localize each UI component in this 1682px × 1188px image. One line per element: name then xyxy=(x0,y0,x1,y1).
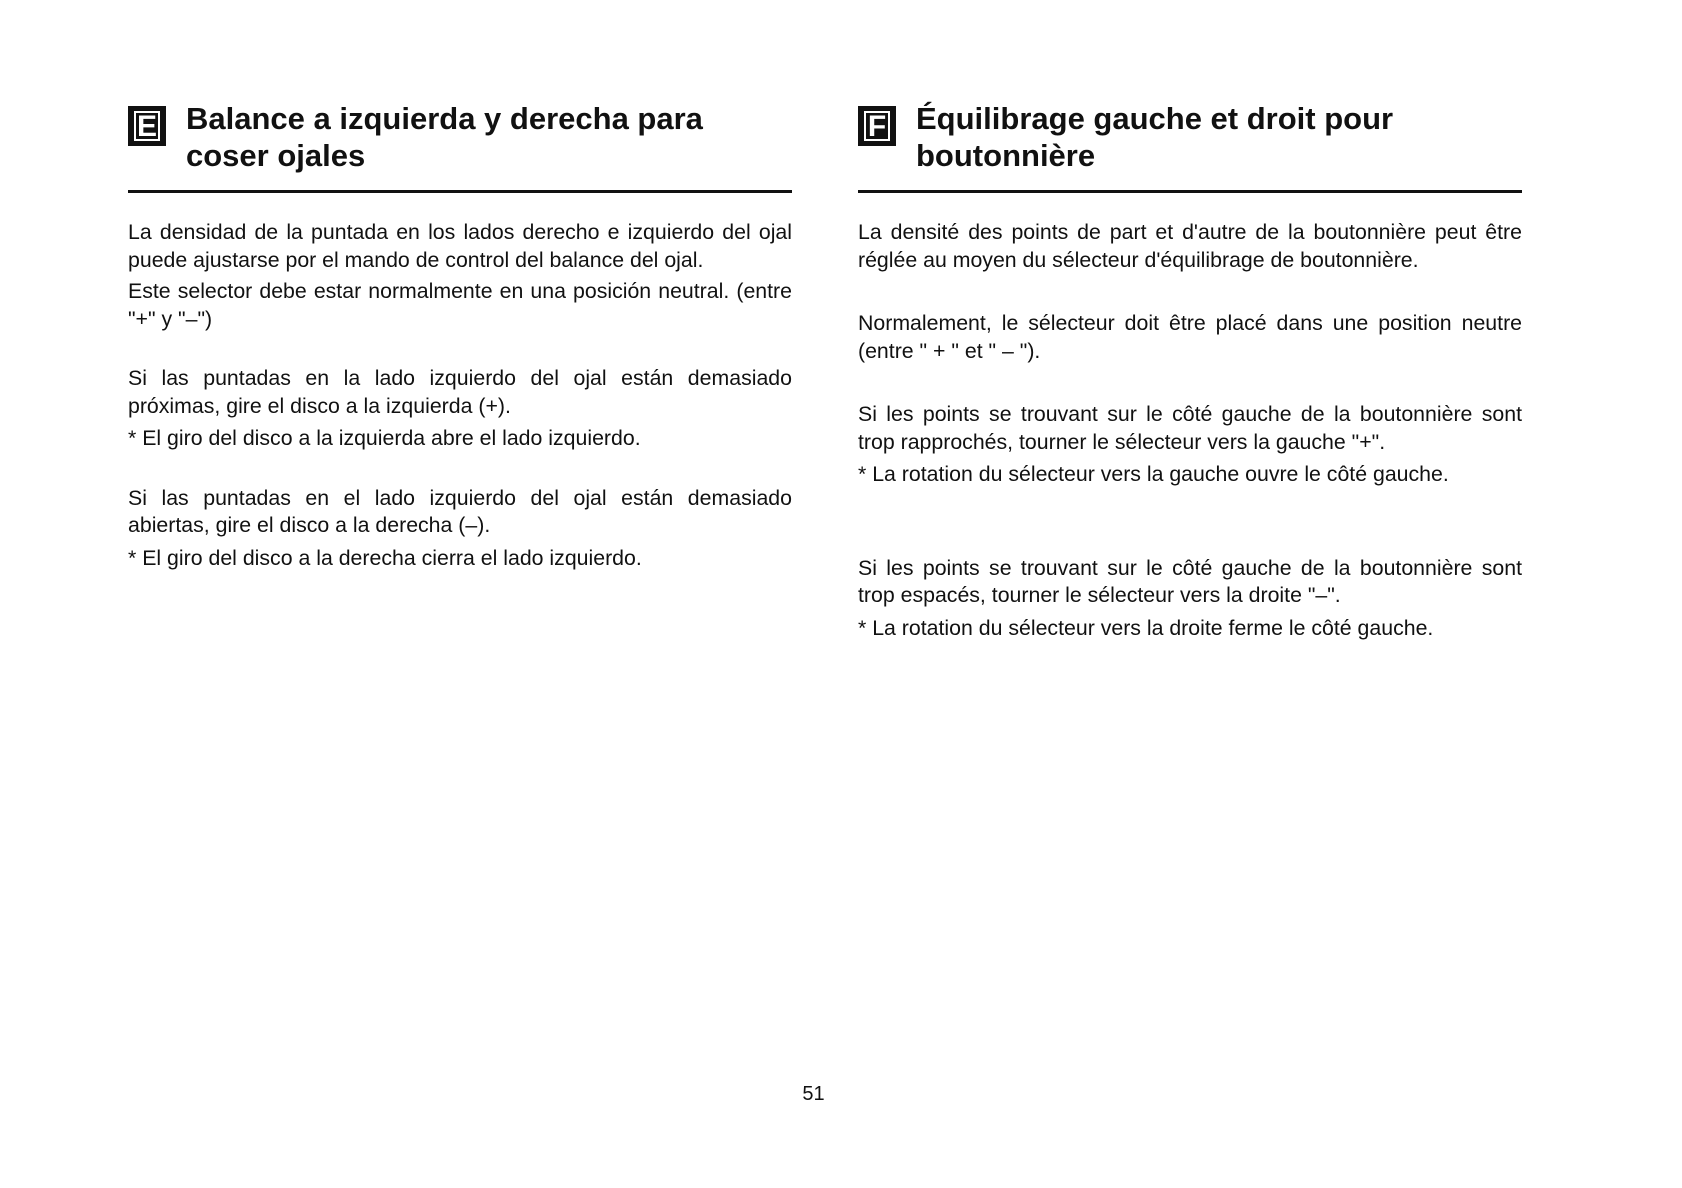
section-badge-e xyxy=(128,106,166,146)
paragraph-neutral: Normalement, le sélecteur doit être placé dans une position neutre (entre " + " et " – "). xyxy=(858,311,1522,363)
title-line-2: boutonnière xyxy=(916,138,1096,173)
paragraph-neutral: Este selector debe estar normalmente en una posición neutral. (entre "+" y "–") xyxy=(128,279,792,331)
section-header-e xyxy=(128,98,792,193)
note-open-left: * El giro del disco a la izquierda abre el lado izquierdo. xyxy=(128,426,641,450)
title-line-2: coser ojales xyxy=(186,138,366,173)
title-line-1: Balance a izquierda y derecha para xyxy=(186,101,703,136)
badge-letter: E xyxy=(134,111,160,141)
note-close-left: * La rotation du sélecteur vers la droite ferme le côté gauche. xyxy=(858,615,1434,640)
paragraph-density: La densité des points de part et d'autre de la boutonnière peut être réglée au moyen du sélecteur d'équilibrage de boutonnière. xyxy=(858,220,1522,272)
paragraph-too-close: Si les points se trouvant sur le côté gauche de la boutonnière sont trop rapprochés, tourner le sélecteur vers la gauche "+". xyxy=(858,402,1522,454)
french-column xyxy=(858,98,1522,642)
section-badge-f xyxy=(858,106,896,146)
spanish-column xyxy=(128,98,792,572)
paragraph-too-close: Si las puntadas en la lado izquierdo del ojal están demasiado próximas, gire el disco a la izquierda (+). xyxy=(128,366,792,418)
paragraph-density: La densidad de la puntada en los lados derecho e izquierdo del ojal puede ajustarse por el mando de control del balance del ojal. xyxy=(128,220,792,272)
note-close-left: * El giro del disco a la derecha cierra el lado izquierdo. xyxy=(128,545,642,570)
note-open-left: * La rotation du sélecteur vers la gauche ouvre le côté gauche. xyxy=(858,462,1449,486)
section-header-f xyxy=(858,98,1522,193)
badge-letter: F xyxy=(864,111,890,141)
paragraph-too-spaced: Si les points se trouvant sur le côté gauche de la boutonnière sont trop espacés, tourner le sélecteur vers la droite "–". xyxy=(858,555,1522,607)
title-line-1: Équilibrage gauche et droit pour xyxy=(916,101,1394,136)
paragraph-too-open: Si las puntadas en el lado izquierdo del ojal están demasiado abiertas, gire el disco a la derecha (–). xyxy=(128,485,792,537)
section-title-f xyxy=(916,100,1393,174)
section-title-e xyxy=(186,100,703,174)
page-number: 51 xyxy=(802,1083,825,1105)
